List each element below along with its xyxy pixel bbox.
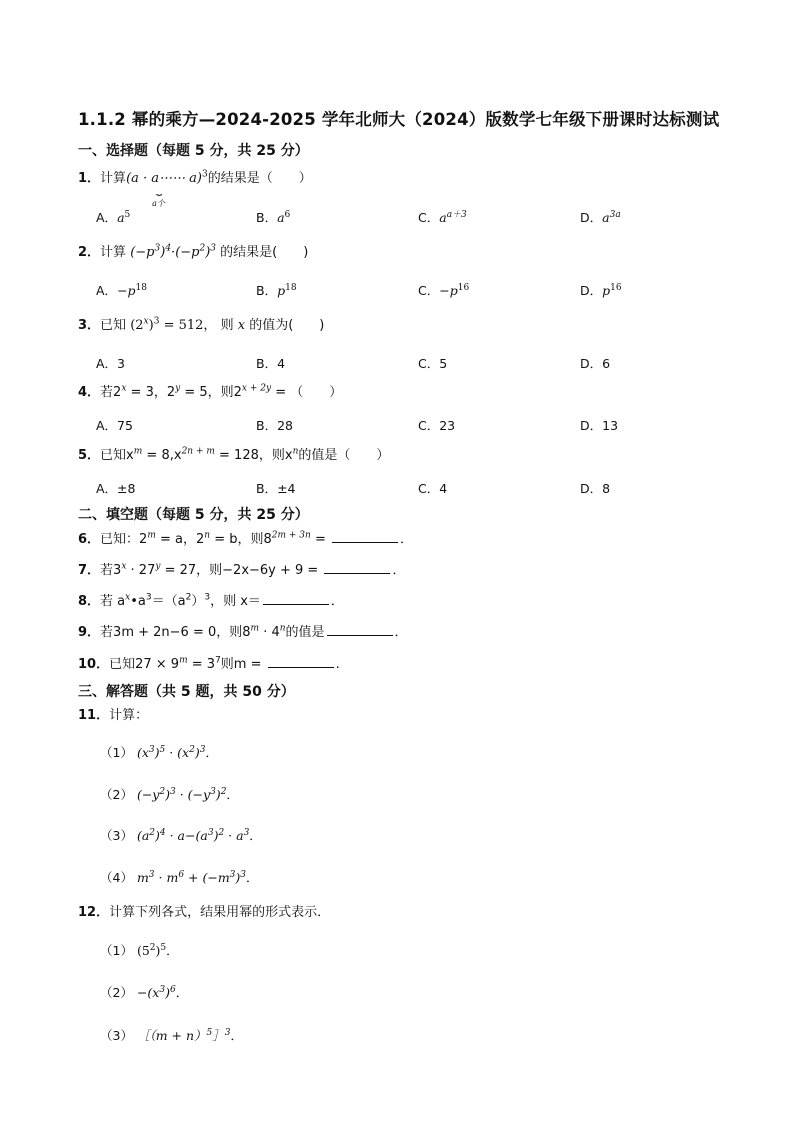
option-c[interactable]: C．$-p^{16}$	[418, 282, 470, 298]
question-number: 1．	[78, 171, 101, 186]
math-expression: $(2^x)^3 = 512$，	[130, 316, 217, 333]
sub-question-2: $(2) -(x^3)^6$．	[100, 984, 189, 1000]
option-c[interactable]: C．5	[418, 356, 448, 371]
question-number: 12．	[78, 905, 110, 920]
question-number: 10．	[78, 657, 110, 672]
answer-blank[interactable]	[332, 530, 398, 543]
question-1	[78, 169, 312, 208]
question-text: 的结果是（ ）	[207, 171, 312, 186]
answer-blank[interactable]	[268, 655, 334, 668]
question-6: 6．已知：$2^m = a$，$2^n = b$，则$8^{2m + 3n}$ = ．	[78, 530, 413, 547]
question-9: 9．若3m + 2n−6 = 0，则$8^m \cdot 4^n$的值是 ．	[78, 623, 408, 640]
math-expression: $(x^3)^5 \cdot (x^2)^3$	[136, 744, 206, 760]
option-c[interactable]: C．4	[418, 481, 448, 496]
sub-question-1: （1） $(5^2)^5$．	[100, 942, 179, 958]
math-expression: $(-p^3)^4\cdot(-p^2)^3$	[130, 243, 217, 260]
option-a[interactable]: A．±8	[96, 481, 136, 496]
section-heading-fill: 二、填空题（每题 5 分，共 25 分）	[78, 507, 309, 523]
section-heading-choice: 一、选择题（每题 5 分，共 25 分）	[78, 143, 309, 159]
math-expression: $m^3 \cdot m^6 + (-m^3)^3$	[136, 869, 247, 885]
option-d[interactable]: D．$p^{16}$	[580, 282, 622, 298]
question-number: 2．	[78, 245, 101, 260]
math-expression: $-(x^3)^6$	[136, 984, 176, 1000]
sub-question-3: （3） $(a^2)^4 \cdot a-(a^3)^2 \cdot a^3$．	[100, 827, 262, 843]
math-expression: ［（m + n）$^5$］$^3$	[136, 1027, 231, 1043]
question-8: 8．若 $a^x•a^3=(a^2)^3$，则 x＝ ．	[78, 592, 344, 609]
option-a[interactable]: A．$a^5$	[96, 209, 131, 225]
math-expression: $(a^2)^4 \cdot a-(a^3)^2 \cdot a^3$	[136, 827, 250, 843]
question-7: 7．若$3^x \cdot 27^y = 27$，则−2x−6y + 9 = ．	[78, 561, 406, 578]
math-expression: (a · a⋯⋯ a)$^3$ ⏟ a个	[126, 170, 208, 188]
option-b[interactable]: B．$a^6$	[256, 209, 291, 225]
sub-question-4: （4） $m^3 \cdot m^6 + (-m^3)^3$．	[100, 869, 259, 885]
question-11: 11．计算：	[78, 708, 149, 723]
option-d[interactable]: D．8	[580, 481, 611, 496]
section-heading-answer: 三、解答题（共 5 题，共 50 分）	[78, 684, 295, 700]
option-c[interactable]: C．$a^{a+3}$	[418, 209, 467, 225]
question-number: 7．	[78, 563, 101, 578]
option-a[interactable]: A．$-p^{18}$	[96, 282, 147, 298]
question-number: 5．	[78, 448, 101, 463]
option-d[interactable]: D．13	[580, 418, 619, 433]
option-c[interactable]: C．23	[418, 418, 456, 433]
option-b[interactable]: B．28	[256, 418, 293, 433]
sub-question-2: （2） $(-y^2)^3 \cdot (-y^3)^2$．	[100, 786, 239, 802]
option-d[interactable]: D．6	[580, 356, 611, 371]
question-3: 3．已知 $(2^x)^3 = 512$， 则 x 的值为( )	[78, 316, 325, 333]
math-expression: $(5^2)^5$	[136, 942, 167, 958]
question-number: 9．	[78, 625, 101, 640]
question-12: 12．计算下列各式，结果用幂的形式表示．	[78, 905, 331, 920]
option-a[interactable]: A．3	[96, 356, 126, 371]
question-number: 6．	[78, 532, 101, 547]
sub-question-1: （1） $(x^3)^5 \cdot (x^2)^3$．	[100, 744, 218, 760]
question-text: 计算	[100, 171, 127, 186]
option-d[interactable]: D．$a^{3a}$	[580, 209, 621, 225]
question-number: 4．	[78, 385, 101, 400]
option-b[interactable]: B．±4	[256, 481, 296, 496]
option-b[interactable]: B．$p^{18}$	[256, 282, 297, 298]
answer-blank[interactable]	[324, 561, 390, 574]
brace-label: a个	[152, 199, 165, 208]
question-4: 4．若$2^x = 3$，$2^y = 5$，则$2^{x + 2y}$ = （ ）	[78, 383, 343, 400]
answer-blank[interactable]	[327, 623, 393, 636]
sub-question-3: （3） ［（m + n）$^5$］$^3$．	[100, 1027, 244, 1043]
underbrace-icon: ⏟	[156, 185, 163, 196]
question-10: 10．已知$27 \times 9^m = 3^7$则m = .	[78, 655, 340, 672]
question-number: 11．	[78, 708, 110, 723]
question-number: 3．	[78, 318, 101, 333]
question-number: 8．	[78, 594, 101, 609]
question-5: 5．已知$x^m = 8,x^{2n + m} = 128$，则$x^n$的值是（ ）	[78, 446, 390, 463]
page-title: 1.1.2 幂的乘方—2024-2025 学年北师大（2024）版数学七年级下册课时达标测试	[78, 110, 720, 129]
option-a[interactable]: A．75	[96, 418, 133, 433]
question-2: 2．计算 $(-p^3)^4\cdot(-p^2)^3$ 的结果是( )	[78, 243, 309, 260]
option-b[interactable]: B．4	[256, 356, 286, 371]
math-expression: $(-y^2)^3 \cdot (-y^3)^2$	[136, 786, 227, 802]
answer-blank[interactable]	[263, 592, 329, 605]
